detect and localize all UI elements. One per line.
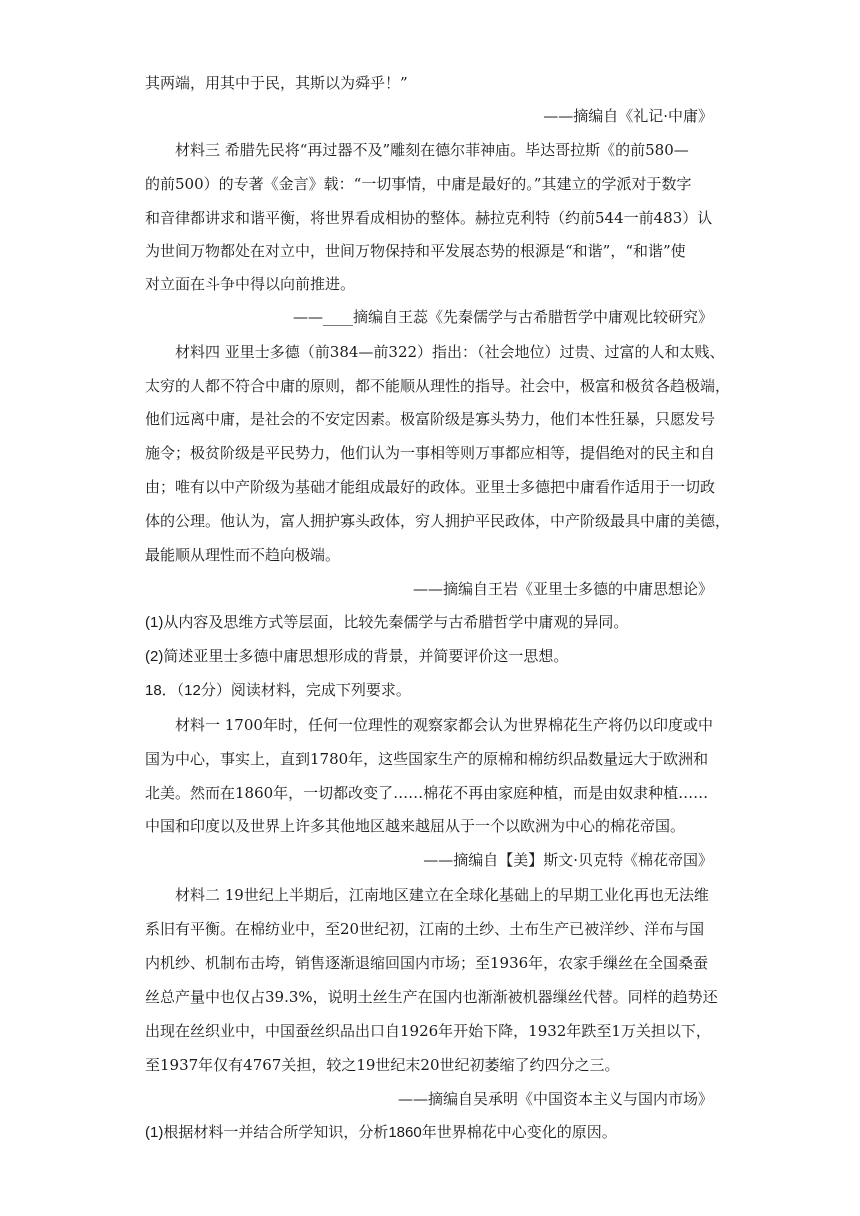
- q17-sub1: (1)从内容及思维方式等层面，比较先秦儒学与古希腊哲学中庸观的异同。: [145, 614, 629, 631]
- material-three-line: 材料三 希腊先民将“再过器不及”雕刻在德尔菲神庙。毕达哥拉斯《的前580—: [175, 141, 689, 159]
- q18-material-one-line: 北美。然而在1860年，一切都改变了……棉花不再由家庭种植，而是由奴隶种植……: [145, 784, 709, 802]
- q18-material-two-line: 内机纱、机制布击垮，销售逐渐退缩回国内市场；至1936年，农家手缫丝在全国桑蚕: [145, 954, 709, 972]
- q18-material-two-line: 材料二 19世纪上半期后，江南地区建立在全球化基础上的早期工业化再也无法维: [175, 886, 709, 904]
- q18-material-two-line: 丝总产量中也仅占39.3%，说明土丝生产在国内也渐渐被机器缫丝代替。同样的趋势还: [145, 988, 718, 1006]
- q18-material-two-line: 系旧有平衡。在棉纺业中，至20世纪初，江南的土纱、土布生产已被洋纱、洋布与国: [145, 920, 705, 938]
- q18-sub1: (1)根据材料一并结合所学知识，分析1860年世界棉花中心变化的原因。: [145, 1124, 617, 1141]
- material-three-line: 对立面在斗争中得以向前推进。: [145, 275, 356, 293]
- material-three-line: 的前500）的专著《金言》载：“一切事情，中庸是最好的。”其建立的学派对于数字: [145, 175, 692, 193]
- material-two-tail-line: 其两端，用其中于民，其斯以为舜乎！”: [145, 74, 408, 92]
- q18-material-one-line: 中国和印度以及世界上许多其他地区越来越屈从于一个以欧洲为中心的棉花帝国。: [145, 817, 686, 835]
- q18-heading: 18．（12分）阅读材料，完成下列要求。: [145, 682, 411, 699]
- q18-material-one-source: ——摘编自【美】斯文·贝克特《棉花帝国》: [423, 851, 713, 869]
- q18-material-two-source: ——摘编自吴承明《中国资本主义与国内市场》: [397, 1090, 713, 1108]
- q18-material-two-line: 至1937年仅有4767关担，较之19世纪末20世纪初萎缩了约四分之三。: [145, 1056, 620, 1074]
- material-four-line: 材料四 亚里士多德（前384—前322）指出：（社会地位）过贵、过富的人和太贱、: [175, 343, 725, 361]
- material-four-line: 施令；极贫阶级是平民势力，他们认为一事相等则万事都应相等，提倡绝对的民主和自: [145, 444, 716, 462]
- material-four-line: 最能顺从理性而不趋向极端。: [145, 546, 341, 564]
- q18-material-two-line: 出现在丝织业中，中国蚕丝织品出口自1926年开始下降，1932年跌至1万关担以下，: [145, 1022, 711, 1040]
- q18-material-one-line: 材料一 1700年时，任何一位理性的观察家都会认为世界棉花生产将仍以印度或中: [175, 716, 713, 734]
- q18-material-one-line: 国为中心，事实上，直到1780年，这些国家生产的原棉和棉纺织品数量远大于欧洲和: [145, 750, 709, 768]
- material-three-line: 为世间万物都处在对立中，世间万物保持和平发展态势的根源是“和谐”，“和谐”使: [145, 242, 686, 260]
- material-three-source: ——____摘编自王蕊《先秦儒学与古希腊哲学中庸观比较研究》: [292, 308, 713, 326]
- material-two-source: ——摘编自《礼记·中庸》: [543, 107, 713, 125]
- material-four-line: 体的公理。他认为，富人拥护寡头政体，穷人拥护平民政体，中产阶级最具中庸的美德，: [145, 512, 731, 530]
- material-four-line: 由；唯有以中产阶级为基础才能组成最好的政体。亚里士多德把中庸看作适用于一切政: [145, 478, 716, 496]
- material-four-source: ——摘编自王岩《亚里士多德的中庸思想论》: [412, 580, 713, 598]
- q17-sub2: (2)简述亚里士多德中庸思想形成的背景，并简要评价这一思想。: [145, 648, 569, 665]
- material-three-line: 和音律都讲求和谐平衡，将世界看成相协的整体。赫拉克利特（约前544一前483）认: [145, 209, 713, 227]
- material-four-line: 他们远离中庸，是社会的不安定因素。极富阶级是寡头势力，他们本性狂暴，只愿发号: [145, 410, 716, 428]
- material-four-line: 太穷的人都不符合中庸的原则，都不能顺从理性的指导。社会中，极富和极贫各趋极端，: [145, 377, 731, 395]
